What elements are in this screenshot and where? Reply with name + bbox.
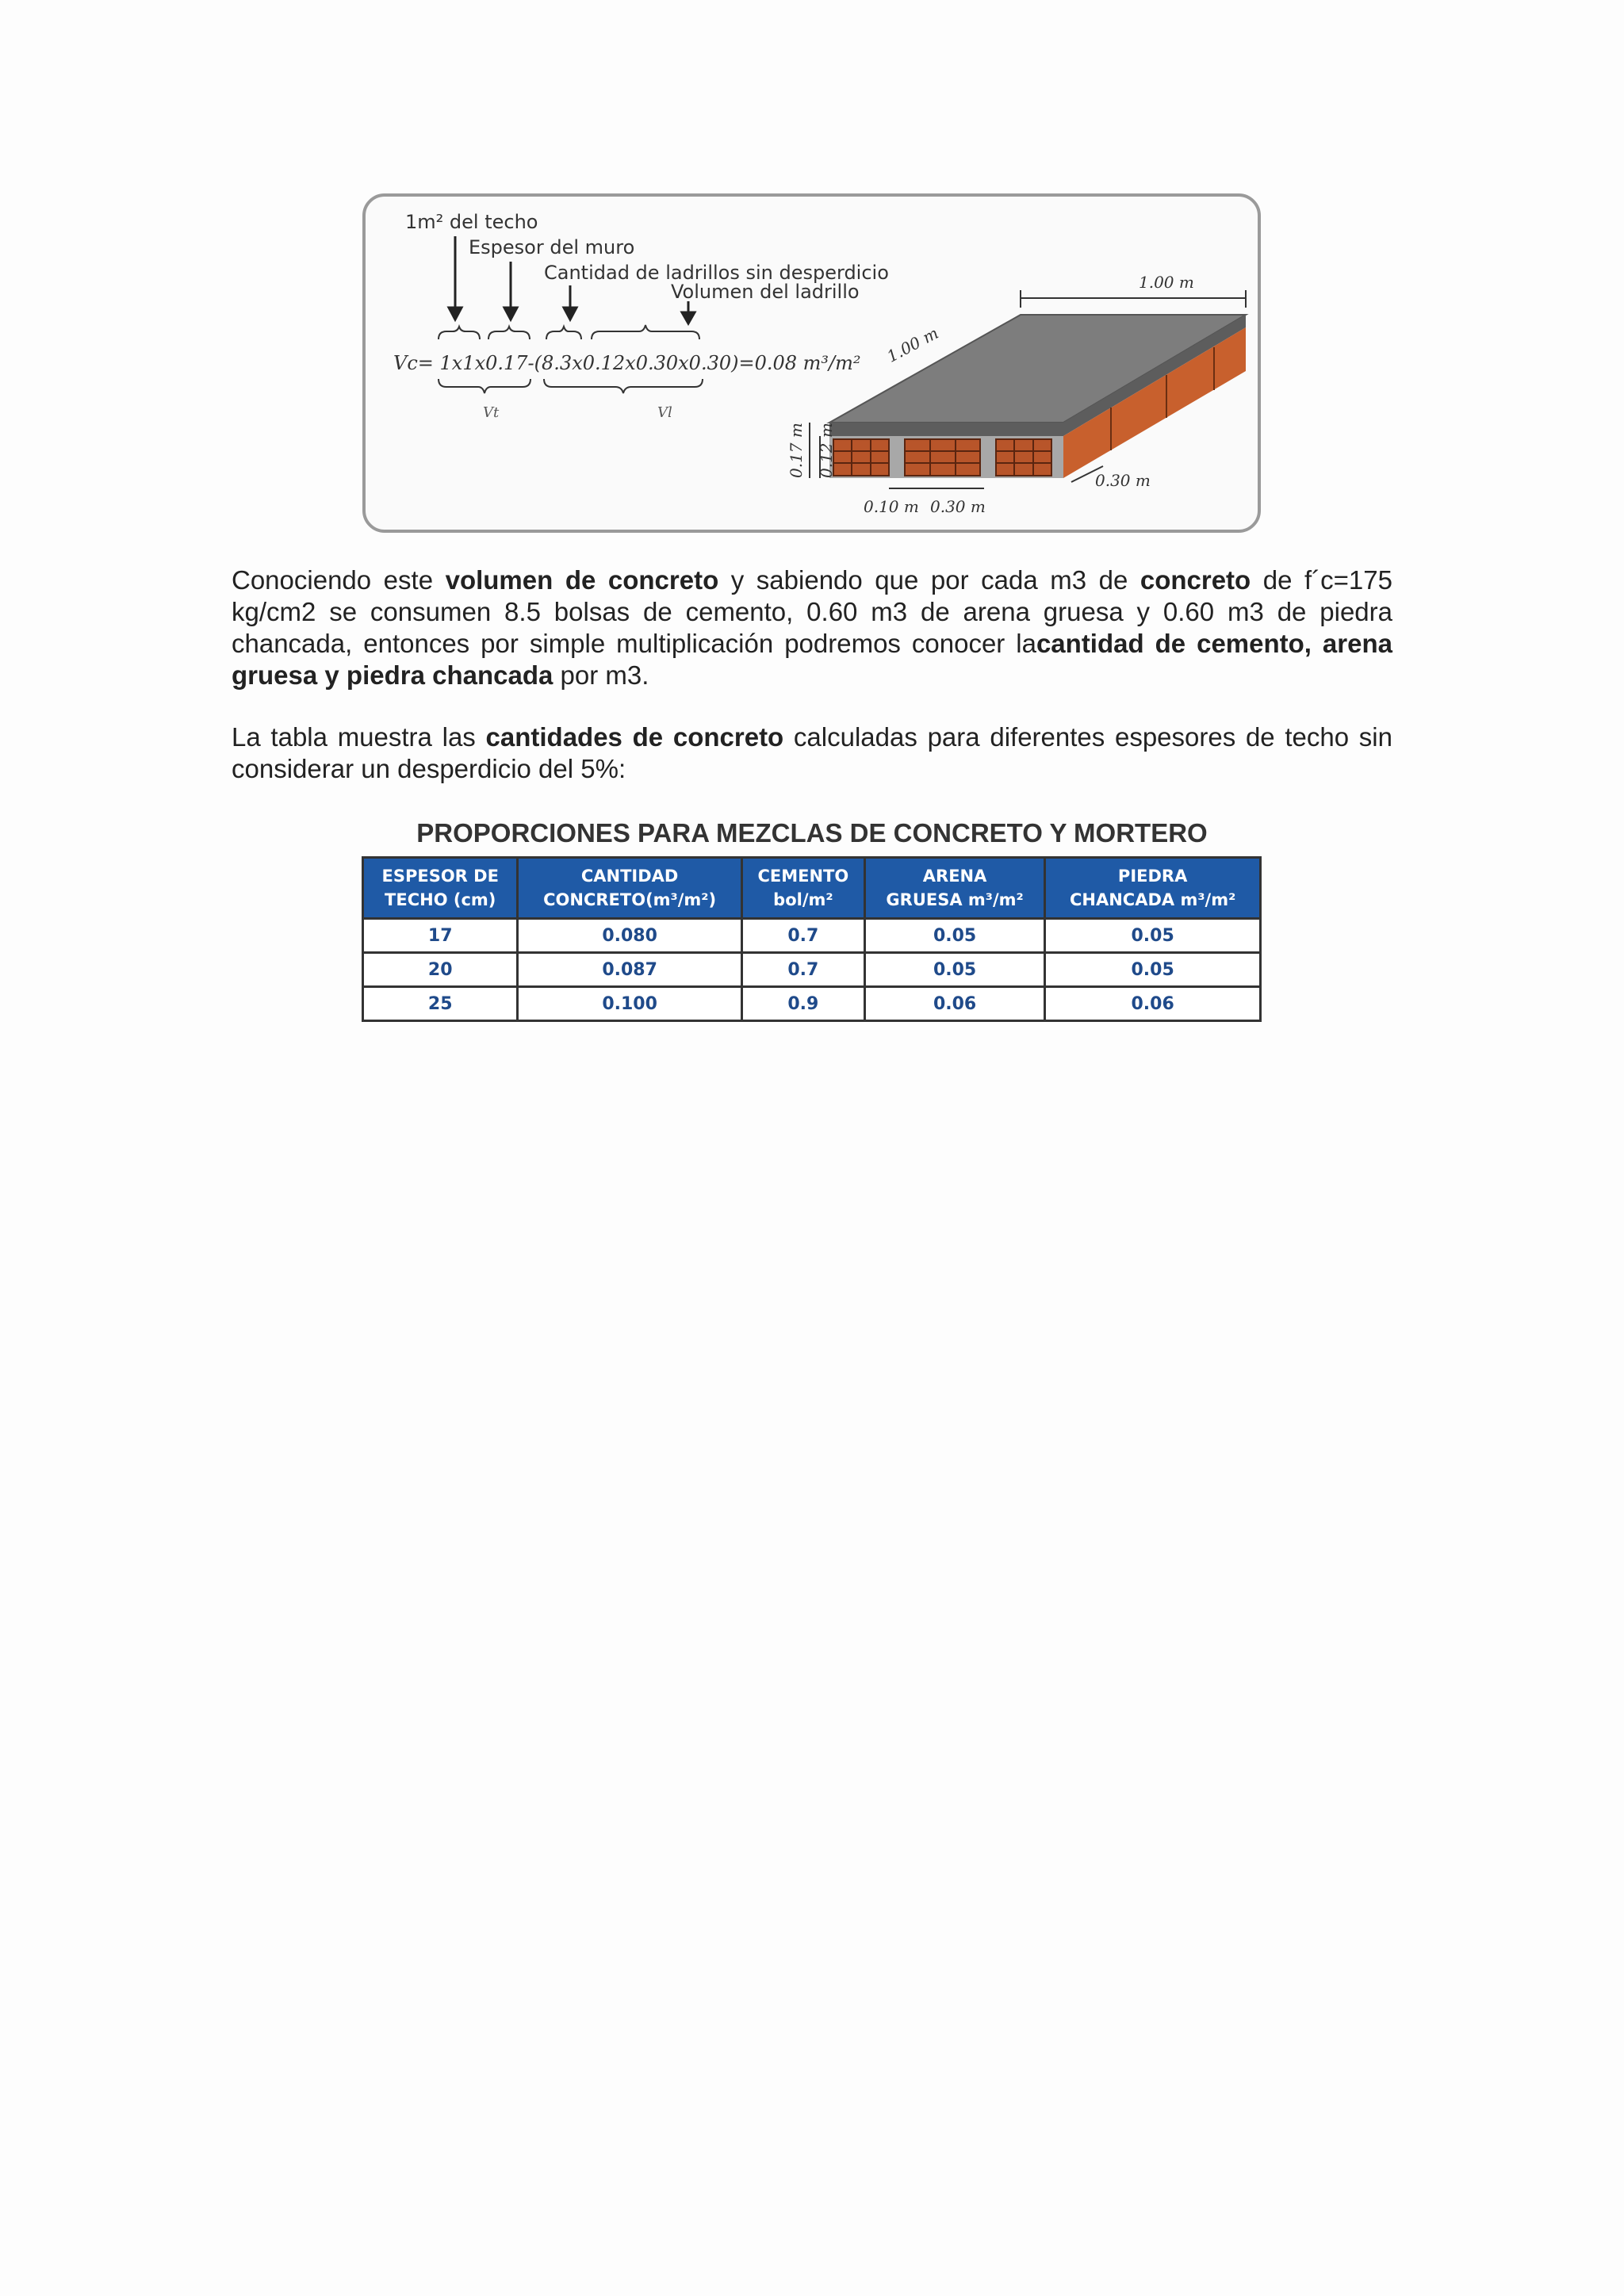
cell-stone: 0.05 bbox=[1045, 919, 1261, 953]
cell-cement: 0.7 bbox=[741, 953, 864, 987]
paragraph1-text-4: por m3. bbox=[553, 660, 649, 690]
roof-diagram bbox=[362, 193, 1261, 533]
header-concrete-line1: CANTIDAD bbox=[580, 867, 679, 886]
header-sand bbox=[864, 858, 1044, 919]
formula: Vc= 1x1x0.17-(8.3x0.12x0.30x0.30)=0.08 m³/m² bbox=[393, 352, 861, 374]
cell-concrete: 0.087 bbox=[518, 953, 741, 987]
cell-sand: 0.06 bbox=[864, 987, 1044, 1021]
proportions-table bbox=[362, 856, 1262, 1022]
header-sand-line2: GRUESA m³/m² bbox=[886, 890, 1024, 909]
label-vl: Vl bbox=[657, 404, 672, 421]
header-sand-line1: ARENA bbox=[922, 867, 987, 886]
label-wall: Espesor del muro bbox=[469, 236, 635, 258]
paragraph2-text-1: La tabla muestra las bbox=[232, 722, 486, 752]
roof-slab-drawing bbox=[829, 315, 1246, 478]
paragraph1-bold-1: volumen de concreto bbox=[445, 565, 719, 595]
table-row bbox=[363, 919, 1261, 953]
header-concrete-line2: CONCRETO(m³/m²) bbox=[543, 890, 717, 909]
cell-thickness: 20 bbox=[363, 953, 518, 987]
dim-joist: 0.10 m bbox=[864, 497, 919, 516]
paragraph1-text-2: y sabiendo que por cada m3 de bbox=[718, 565, 1140, 595]
paragraph-table-intro bbox=[232, 721, 1392, 785]
header-cement bbox=[741, 858, 864, 919]
dim-height-brick: 0.12 m bbox=[817, 423, 836, 478]
cell-cement: 0.7 bbox=[741, 919, 864, 953]
cell-thickness: 25 bbox=[363, 987, 518, 1021]
cell-stone: 0.06 bbox=[1045, 987, 1261, 1021]
paragraph-concrete-volume bbox=[232, 564, 1392, 691]
dim-width: 1.00 m bbox=[1139, 273, 1194, 292]
header-cement-line2: bol/m² bbox=[773, 890, 833, 909]
header-stone-line2: CHANCADA m³/m² bbox=[1069, 890, 1236, 909]
paragraph1-text-1: Conociendo este bbox=[232, 565, 446, 595]
paragraph1-bold-2: concreto bbox=[1139, 565, 1251, 595]
cell-concrete: 0.080 bbox=[518, 919, 741, 953]
paragraph2-bold-1: cantidades de concreto bbox=[485, 722, 784, 752]
dim-brick-width: 0.30 m bbox=[930, 497, 986, 516]
table-row bbox=[363, 987, 1261, 1021]
cell-cement: 0.9 bbox=[741, 987, 864, 1021]
table-header-row bbox=[363, 858, 1261, 919]
roof-diagram-svg bbox=[366, 197, 1258, 530]
paragraph1-text-3: de f´c=175 kg/cm2 se consumen 8.5 bolsas de cemento, 0.60 m3 de arena gruesa y 0.60 m3 de piedra chancada, entonces por simple multiplicación podremos conocer la bbox=[232, 565, 1392, 658]
dim-depth: 1.00 m bbox=[883, 323, 942, 366]
table-title: PROPORCIONES PARA MEZCLAS DE CONCRETO Y MORTERO bbox=[416, 818, 1208, 848]
paragraph2-text-2: calculadas para diferentes espesores de techo sin considerar un desperdicio del 5%: bbox=[232, 722, 1392, 783]
header-thickness-line2: TECHO (cm) bbox=[385, 890, 496, 909]
header-stone-line1: PIEDRA bbox=[1117, 867, 1188, 886]
header-thickness-line1: ESPESOR DE bbox=[381, 867, 499, 886]
label-vt: Vt bbox=[483, 404, 500, 421]
table-row bbox=[363, 953, 1261, 987]
paragraph1-bold-3: cantidad de cemento, arena gruesa y piedra chancada bbox=[232, 629, 1392, 690]
cell-thickness: 17 bbox=[363, 919, 518, 953]
label-bricks: Cantidad de ladrillos sin desperdicio bbox=[544, 262, 889, 284]
header-thickness bbox=[363, 858, 518, 919]
cell-sand: 0.05 bbox=[864, 953, 1044, 987]
header-stone bbox=[1045, 858, 1261, 919]
header-concrete bbox=[518, 858, 741, 919]
cell-sand: 0.05 bbox=[864, 919, 1044, 953]
cell-stone: 0.05 bbox=[1045, 953, 1261, 987]
dim-side: 0.30 m bbox=[1095, 471, 1151, 490]
header-cement-line1: CEMENTO bbox=[757, 867, 849, 886]
cell-concrete: 0.100 bbox=[518, 987, 741, 1021]
dim-height-total: 0.17 m bbox=[787, 423, 806, 478]
label-roof: 1m² del techo bbox=[405, 211, 538, 233]
label-brick-volume: Volumen del ladrillo bbox=[671, 281, 860, 303]
